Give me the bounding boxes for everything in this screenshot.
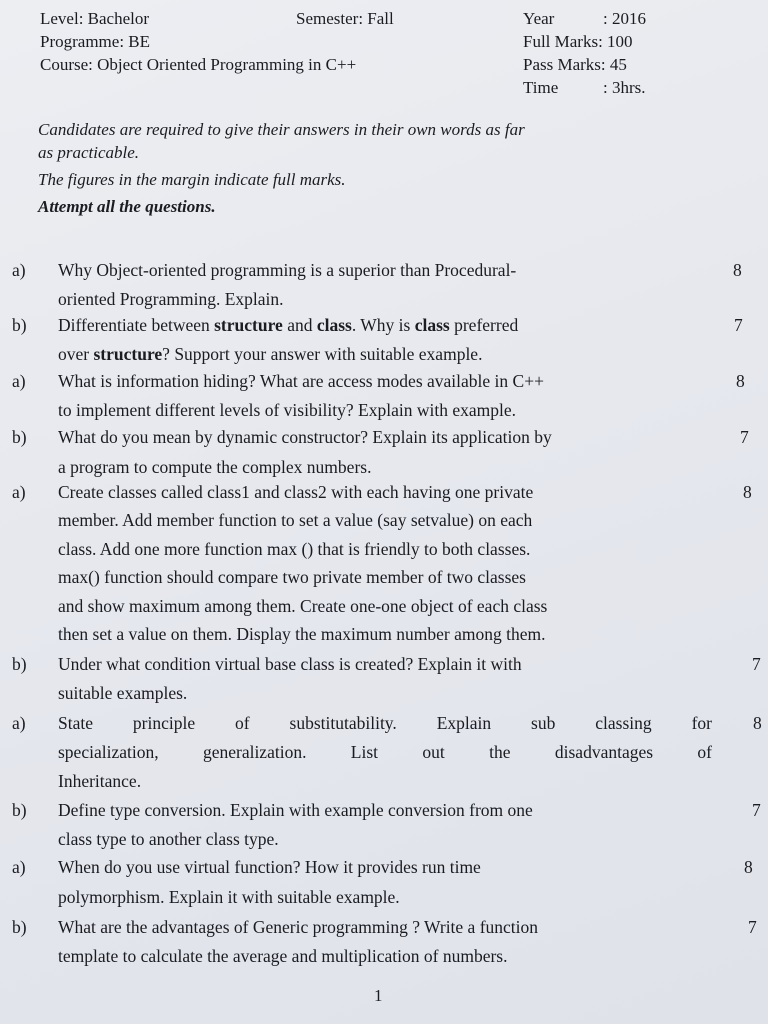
marks: 8	[743, 482, 752, 502]
question-line: specialization, generalization. List out the disadvantages of	[58, 742, 712, 762]
question-line: suitable examples.	[58, 683, 188, 703]
question-line: Differentiate between structure and class. Why is class preferred	[58, 315, 519, 335]
question-label: b)	[12, 654, 27, 674]
year-label: Year	[523, 9, 555, 28]
question-line: to implement different levels of visibility? Explain with example.	[58, 400, 516, 420]
question-label: a)	[12, 260, 26, 280]
question-text	[58, 796, 712, 854]
question-text	[58, 367, 712, 425]
marks: 8	[753, 713, 762, 733]
question-label: a)	[12, 371, 26, 391]
marks: 7	[734, 315, 743, 335]
question-text	[58, 852, 712, 912]
marks: 8	[733, 260, 742, 280]
question-line: oriented Programming. Explain.	[58, 289, 284, 309]
instruction-line: Candidates are required to give their answers in their own words as far	[38, 120, 525, 139]
year-value: : 2016	[603, 9, 646, 28]
marks: 7	[752, 654, 761, 674]
question-text	[58, 256, 712, 314]
question-label: a)	[12, 713, 26, 733]
header-middle	[296, 8, 394, 31]
question-label: a)	[12, 857, 26, 877]
instruction-line: as practicable.	[38, 143, 140, 162]
marks: 7	[740, 427, 749, 447]
question-line: member. Add member function to set a value (say setvalue) on each	[58, 510, 533, 531]
header-right	[523, 8, 646, 100]
semester: Semester: Fall	[296, 9, 394, 28]
pass-marks: Pass Marks: 45	[523, 55, 627, 74]
question-text	[58, 422, 712, 482]
question-label: b)	[12, 427, 27, 447]
question-text	[58, 709, 712, 796]
full-marks: Full Marks: 100	[523, 32, 633, 51]
page-number: 1	[374, 986, 383, 1005]
question-line: Create classes called class1 and class2 with each having one private	[58, 482, 534, 502]
question-line: template to calculate the average and multiplication of numbers.	[58, 946, 508, 966]
instruction-line: The figures in the margin indicate full marks.	[38, 170, 346, 189]
question-line: polymorphism. Explain it with suitable example.	[58, 887, 400, 907]
marks: 7	[748, 917, 757, 937]
marks: 7	[752, 800, 761, 820]
question-line: Under what condition virtual base class is created? Explain it with	[58, 654, 522, 674]
question-label: b)	[12, 800, 27, 820]
question-line: over structure? Support your answer with suitable example.	[58, 344, 483, 364]
question-label: b)	[12, 917, 27, 937]
question-text	[58, 650, 712, 708]
programme: Programme: BE	[40, 32, 151, 51]
question-text	[58, 311, 712, 369]
question-line: When do you use virtual function? How it provides run time	[58, 857, 481, 877]
question-label: a)	[12, 482, 26, 502]
question-line: a program to compute the complex numbers.	[58, 457, 372, 477]
instruction-line: Attempt all the questions.	[38, 197, 216, 216]
time-value: : 3hrs.	[603, 78, 646, 97]
question-line: Define type conversion. Explain with example conversion from one	[58, 800, 533, 820]
question-line: and show maximum among them. Create one-one object of each class	[58, 595, 548, 616]
question-line: then set a value on them. Display the maximum number among them.	[58, 624, 546, 645]
level: Level: Bachelor	[40, 9, 150, 28]
question-line: class type to another class type.	[58, 829, 279, 849]
instructions	[38, 118, 678, 218]
marks: 8	[736, 371, 745, 391]
marks: 8	[744, 857, 753, 877]
question-label: b)	[12, 315, 27, 335]
question-line: What are the advantages of Generic programming ? Write a function	[58, 917, 539, 937]
question-line: max() function should compare two private member of two classes	[58, 567, 526, 588]
question-line: What is information hiding? What are access modes available in C++	[58, 371, 544, 391]
question-line: class. Add one more function max () that is friendly to both classes.	[58, 538, 531, 559]
question-line: Inheritance.	[58, 771, 142, 791]
question-line: State principle of substitutability. Explain sub classing for	[58, 713, 712, 733]
course: Course: Object Oriented Programming in C++	[40, 55, 357, 74]
question-text	[58, 913, 712, 971]
time-label: Time	[523, 78, 559, 97]
question-line: What do you mean by dynamic constructor? Explain its application by	[58, 427, 552, 447]
question-text	[58, 478, 712, 648]
question-line: Why Object-oriented programming is a superior than Procedural-	[58, 260, 517, 280]
